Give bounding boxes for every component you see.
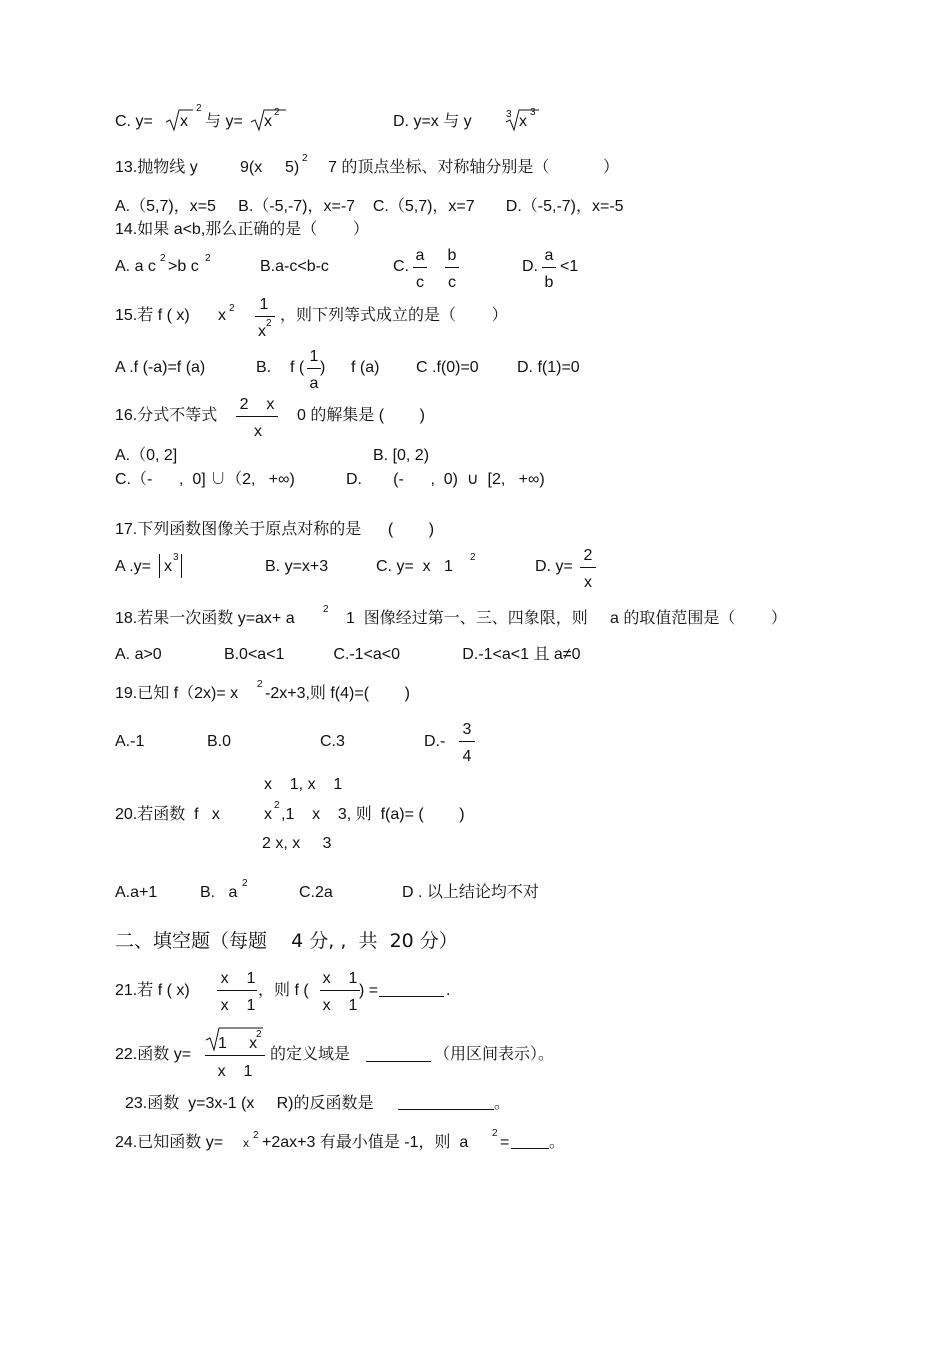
q22-stem-c: （用区间表示）。 <box>434 1046 555 1063</box>
q15-stem-num: 1 <box>259 296 269 313</box>
q15-b-num: 1 <box>309 348 319 365</box>
q13-stem-sup: 2 <box>302 153 308 164</box>
q15-option-c: C .f(0)=0 <box>416 359 479 376</box>
sqrt-symbol-icon <box>165 108 193 132</box>
q12-c-mid: 与 y= <box>205 113 243 130</box>
q23-stem-a: 23.函数 y=3x-1 (x R)的反函数是 <box>125 1095 374 1112</box>
q15-option-a: A .f (-a)=f (a) <box>115 359 206 376</box>
q20-option-d: D . 以上结论均不对 <box>402 884 539 901</box>
q13-stem-d: 7 的顶点坐标、对称轴分别是（ <box>328 159 550 176</box>
answer-blank <box>511 1148 549 1149</box>
q15-stem-den: x <box>258 323 266 340</box>
q16-option-b: B. [0, 2) <box>373 447 430 464</box>
q22-stem-b: 的定义域是 <box>270 1046 351 1063</box>
q22-stem-a: 22.函数 y= <box>115 1046 192 1063</box>
q19-d-pre: D.- <box>424 733 446 750</box>
q13-stem-b: 9(x <box>240 159 263 176</box>
q12-d-sup: 3 <box>530 107 536 118</box>
q24-sup: 2 <box>253 1130 259 1141</box>
q15-b-den: a <box>309 375 319 392</box>
q12-option-c-prefix: C. y= <box>115 113 153 130</box>
q20-case-row-3: 2 x, x 3 <box>262 835 332 852</box>
q18-options: A. a>0 B.0<a<1 C.-1<a<0 D.-1<a<1 且 a≠0 <box>115 646 581 663</box>
q12-c-sup-2: 2 <box>274 107 280 118</box>
q21-num-2: x 1 <box>322 970 358 987</box>
q15-stem-b: x <box>218 307 226 324</box>
answer-blank <box>366 1061 431 1062</box>
q20-case-row-2-sup: 2 <box>274 800 280 811</box>
fraction-bar <box>217 990 257 991</box>
q15-b-close: ) <box>320 359 326 376</box>
q22-denominator: x 1 <box>217 1063 253 1080</box>
fraction-bar <box>236 416 278 417</box>
section-heading: 二、填空题（每题 4 分, , 共 20 分） <box>115 930 458 952</box>
q14-c-num-1: a <box>415 247 425 264</box>
q20-case-row-2-x: x <box>264 806 272 823</box>
q14-d-pre: D. <box>522 258 538 275</box>
q14-d-num: a <box>544 247 554 264</box>
q19-stem-a: 19.已知 f（2x)= x <box>115 685 239 702</box>
q16-option-d: D. (- , 0) ∪ [2, +∞) <box>346 471 545 488</box>
fraction-bar <box>320 990 360 991</box>
q15-option-d: D. f(1)=0 <box>517 359 580 376</box>
fraction-bar <box>459 741 475 742</box>
q24-stem-b: +2ax+3 有最小值是 -1，则 a <box>262 1134 469 1151</box>
q14-stem: 14.如果 a<b,那么正确的是（ ） <box>115 221 369 238</box>
q14-c-den-1: c <box>416 274 424 291</box>
q21-stem-d: . <box>446 982 451 999</box>
q16-option-a: A.（0, 2] <box>115 447 178 464</box>
q16-denominator: x <box>254 423 262 440</box>
q21-stem-c: ) = <box>359 982 379 999</box>
fraction-bar <box>542 267 556 268</box>
q17-d-den: x <box>584 574 592 591</box>
q17-c-pre: C. y= x 1 <box>376 558 453 575</box>
q14-d-den: b <box>544 274 554 291</box>
q14-c-pre: C. <box>393 258 409 275</box>
q13-options: A.（5,7)，x=5 B.（-5,-7)，x=-7 C.（5,7)，x=7 D.（-5,-7)，x=-5 <box>115 198 624 215</box>
q19-option-a: A.-1 <box>115 733 145 750</box>
q12-c-radicand-1: x <box>180 113 188 130</box>
q17-a-pre: A .y= <box>115 558 152 575</box>
q15-b-pre: B. <box>256 359 272 376</box>
q24-sup-2: 2 <box>492 1128 498 1139</box>
q20-option-c: C.2a <box>299 884 333 901</box>
q20-case-row-1: x 1, x 1 <box>264 776 343 793</box>
q16-numerator: 2 x <box>239 396 275 413</box>
fraction-bar <box>413 267 427 268</box>
q15-stem-den-sup: 2 <box>266 318 272 329</box>
q19-stem-b: -2x+3,则 f(4)=( ) <box>265 685 410 702</box>
q21-stem-a: 21.若 f ( x) <box>115 982 190 999</box>
q12-d-radicand: x <box>519 113 527 130</box>
fraction-bar <box>580 567 596 568</box>
q19-option-c: C.3 <box>320 733 345 750</box>
q24-stem-d: 。 <box>549 1134 566 1151</box>
q14-a-mid: >b c <box>168 258 199 275</box>
q17-a-x: x <box>164 558 172 575</box>
q16-stem-a: 16.分式不等式 <box>115 407 218 424</box>
q20-b-sup: 2 <box>242 878 248 889</box>
q17-stem: 17.下列函数图像关于原点对称的是 ( ) <box>115 521 435 538</box>
q14-option-b: B.a-c<b-c <box>260 258 329 275</box>
q19-d-num: 3 <box>462 721 472 738</box>
q16-option-c: C.（- , 0] ∪（2, +∞) <box>115 471 295 488</box>
abs-bar-right <box>181 554 182 578</box>
q20-case-row-2-rest: ,1 x 3, 则 f(a)= ( ) <box>281 806 465 823</box>
q14-d-post: <1 <box>560 258 579 275</box>
q19-option-b: B.0 <box>207 733 232 750</box>
q12-c-radicand-2: x <box>264 113 272 130</box>
q15-stem-c: ，则下列等式成立的是（ ） <box>280 307 508 324</box>
q15-stem-sup: 2 <box>229 303 235 314</box>
q15-b-f: f ( <box>290 359 305 376</box>
q21-den-1: x 1 <box>220 997 256 1014</box>
q12-c-sup-1: 2 <box>196 103 202 114</box>
q20-stem: 20.若函数 f x <box>115 806 220 823</box>
q24-stem-a: 24.已知函数 y= <box>115 1134 224 1151</box>
q15-stem-a: 15.若 f ( x) <box>115 307 190 324</box>
q21-den-2: x 1 <box>322 997 358 1014</box>
q13-stem-c: 5) <box>285 159 300 176</box>
q17-d-pre: D. y= <box>535 558 573 575</box>
q14-a-sup-2: 2 <box>205 253 211 264</box>
abs-bar-left <box>159 554 160 578</box>
answer-blank <box>379 996 444 997</box>
q24-x: x <box>243 1136 249 1150</box>
q18-stem-b: 1 图像经过第一、三、四象限，则 a 的取值范围是（ ） <box>346 610 787 627</box>
q17-d-num: 2 <box>583 547 593 564</box>
q21-stem-b: ，则 f ( <box>258 982 309 999</box>
fraction-bar <box>205 1055 265 1056</box>
q20-option-a: A.a+1 <box>115 884 158 901</box>
fraction-bar <box>255 316 275 317</box>
q14-c-num-2: b <box>447 247 457 264</box>
q16-stem-b: 0 的解集是 ( ) <box>297 407 426 424</box>
q22-radicand: 1 x <box>218 1035 258 1052</box>
q20-b-pre: B. a <box>200 884 238 901</box>
q18-stem-a: 18.若果一次函数 y=ax+ a <box>115 610 295 627</box>
q24-stem-c: = <box>500 1134 510 1151</box>
q18-stem-sup: 2 <box>323 604 329 615</box>
q17-c-sup: 2 <box>470 552 476 563</box>
q19-stem-sup: 2 <box>257 679 263 690</box>
q13-stem-a: 13.抛物线 y <box>115 159 198 176</box>
fraction-bar <box>307 368 321 369</box>
q21-num-1: x 1 <box>220 970 256 987</box>
q13-stem-e: ） <box>603 159 620 176</box>
q19-d-den: 4 <box>462 748 472 765</box>
q12-d-root-index: 3 <box>506 109 512 120</box>
fraction-bar <box>445 267 459 268</box>
q14-a-sup-1: 2 <box>160 253 166 264</box>
q17-a-sup: 3 <box>173 552 179 563</box>
q14-a-pre: A. a c <box>115 258 156 275</box>
answer-blank <box>398 1109 494 1110</box>
q14-c-den-2: c <box>448 274 456 291</box>
q15-b-post: f (a) <box>351 359 380 376</box>
q12-option-d-prefix: D. y=x 与 y <box>393 113 472 130</box>
q22-radicand-sup: 2 <box>256 1029 262 1040</box>
q17-option-b: B. y=x+3 <box>265 558 329 575</box>
q23-stem-b: 。 <box>494 1095 511 1112</box>
